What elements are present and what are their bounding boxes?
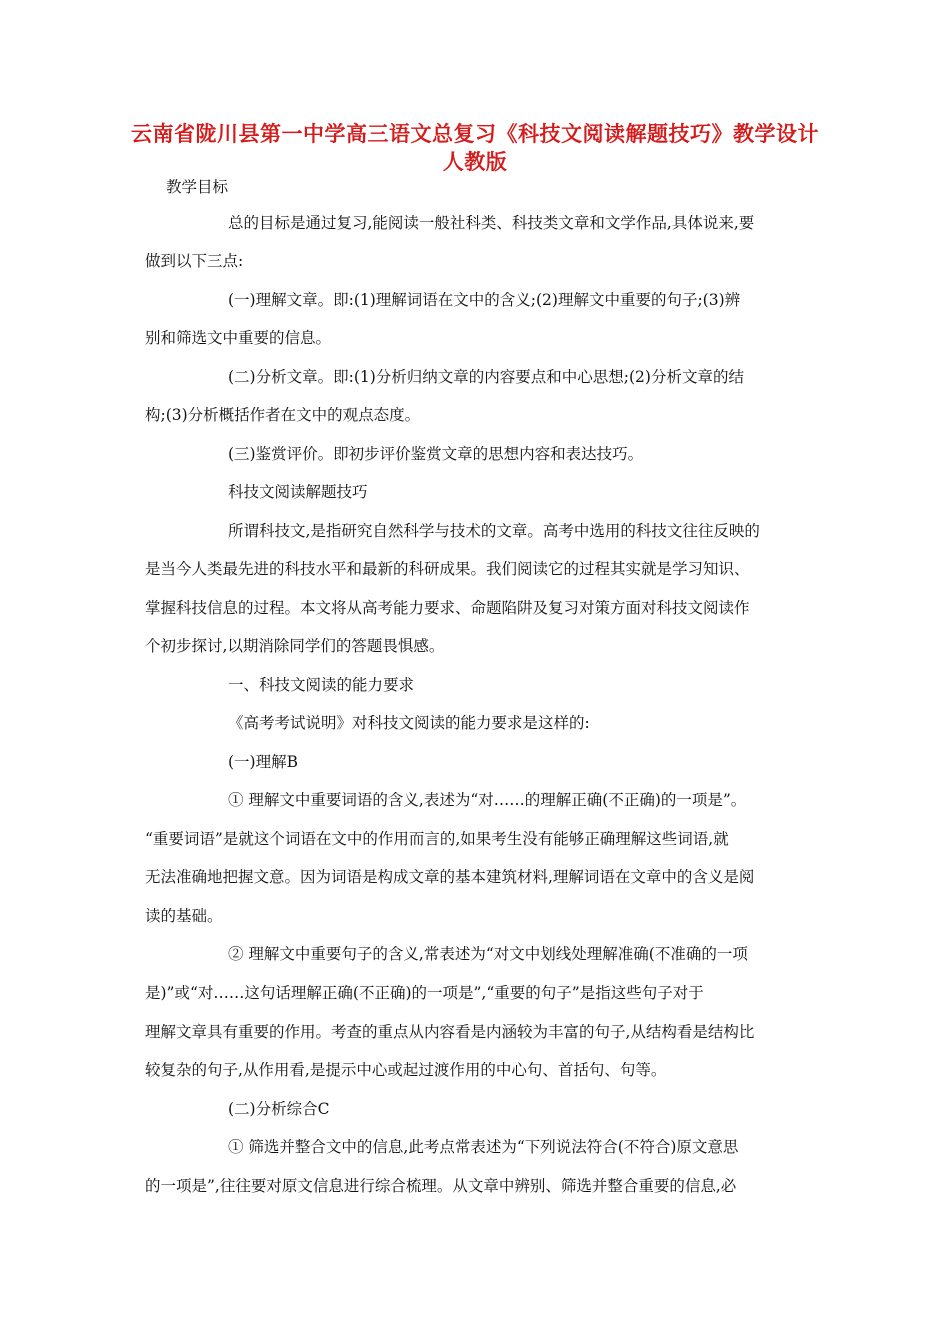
paragraph-line: 无法准确地把握文意。因为词语是构成文章的基本建筑材料,理解词语在文章中的含义是阅	[145, 868, 755, 886]
paragraph-line: (二)分析综合C	[228, 1100, 330, 1118]
paragraph-line: 掌握科技信息的过程。本文将从高考能力要求、命题陷阱及复习对策方面对科技文阅读作	[145, 599, 750, 617]
paragraph-line: 《高考考试说明》对科技文阅读的能力要求是这样的:	[228, 714, 590, 732]
paragraph-line: (一)理解文章。即:(1)理解词语在文中的含义;(2)理解文中重要的句子;(3)辨	[228, 291, 741, 309]
paragraph-line: 个初步探讨,以期消除同学们的答题畏惧感。	[145, 637, 445, 655]
paragraph-line: 是当今人类最先进的科技水平和最新的科研成果。我们阅读它的过程其实就是学习知识、	[145, 560, 750, 578]
paragraph-line: 读的基础。	[145, 907, 223, 925]
paragraph-line: 一、科技文阅读的能力要求	[228, 676, 415, 694]
document-title: 云南省陇川县第一中学高三语文总复习《科技文阅读解题技巧》教学设计 人教版	[131, 121, 819, 174]
paragraph-line: 的一项是”,往往要对原文信息进行综合梳理。从文章中辨别、筛选并整合重要的信息,必	[145, 1177, 737, 1195]
paragraph-line: 总的目标是通过复习,能阅读一般社科类、科技类文章和文学作品,具体说来,要	[228, 214, 755, 232]
paragraph-line: ① 筛选并整合文中的信息,此考点常表述为“下列说法符合(不符合)原文意思	[228, 1138, 739, 1156]
paragraph-line: (二)分析文章。即:(1)分析归纳文章的内容要点和中心思想;(2)分析文章的结	[228, 368, 744, 386]
paragraph-line: 教学目标	[166, 178, 229, 196]
paragraph-line: 理解文章具有重要的作用。考查的重点从内容看是内涵较为丰富的句子,从结构看是结构比	[145, 1023, 755, 1041]
paragraph-line: 做到以下三点:	[145, 252, 244, 270]
paragraph-line: 科技文阅读解题技巧	[228, 483, 368, 501]
paragraph-line: “重要词语”是就这个词语在文中的作用而言的,如果考生没有能够正确理解这些词语,就	[145, 830, 729, 848]
paragraph-line: 所谓科技文,是指研究自然科学与技术的文章。高考中选用的科技文往往反映的	[228, 522, 760, 540]
paragraph-line: 构;(3)分析概括作者在文中的观点态度。	[145, 406, 421, 424]
paragraph-line: (三)鉴赏评价。即初步评价鉴赏文章的思想内容和表达技巧。	[228, 445, 644, 463]
paragraph-line: ② 理解文中重要句子的含义,常表述为“对文中划线处理解准确(不准确的一项	[228, 945, 748, 963]
paragraph-line: 是)”或“对……这句话理解正确(不正确)的一项是”,“重要的句子”是指这些句子对于	[145, 984, 704, 1002]
paragraph-line: ① 理解文中重要词语的含义,表述为“对……的理解正确(不正确)的一项是”。	[228, 791, 747, 809]
paragraph-line: (一)理解B	[228, 753, 298, 771]
paragraph-line: 别和筛选文中重要的信息。	[145, 329, 332, 347]
paragraph-line: 较复杂的句子,从作用看,是提示中心或起过渡作用的中心句、首括句、句等。	[145, 1061, 667, 1079]
